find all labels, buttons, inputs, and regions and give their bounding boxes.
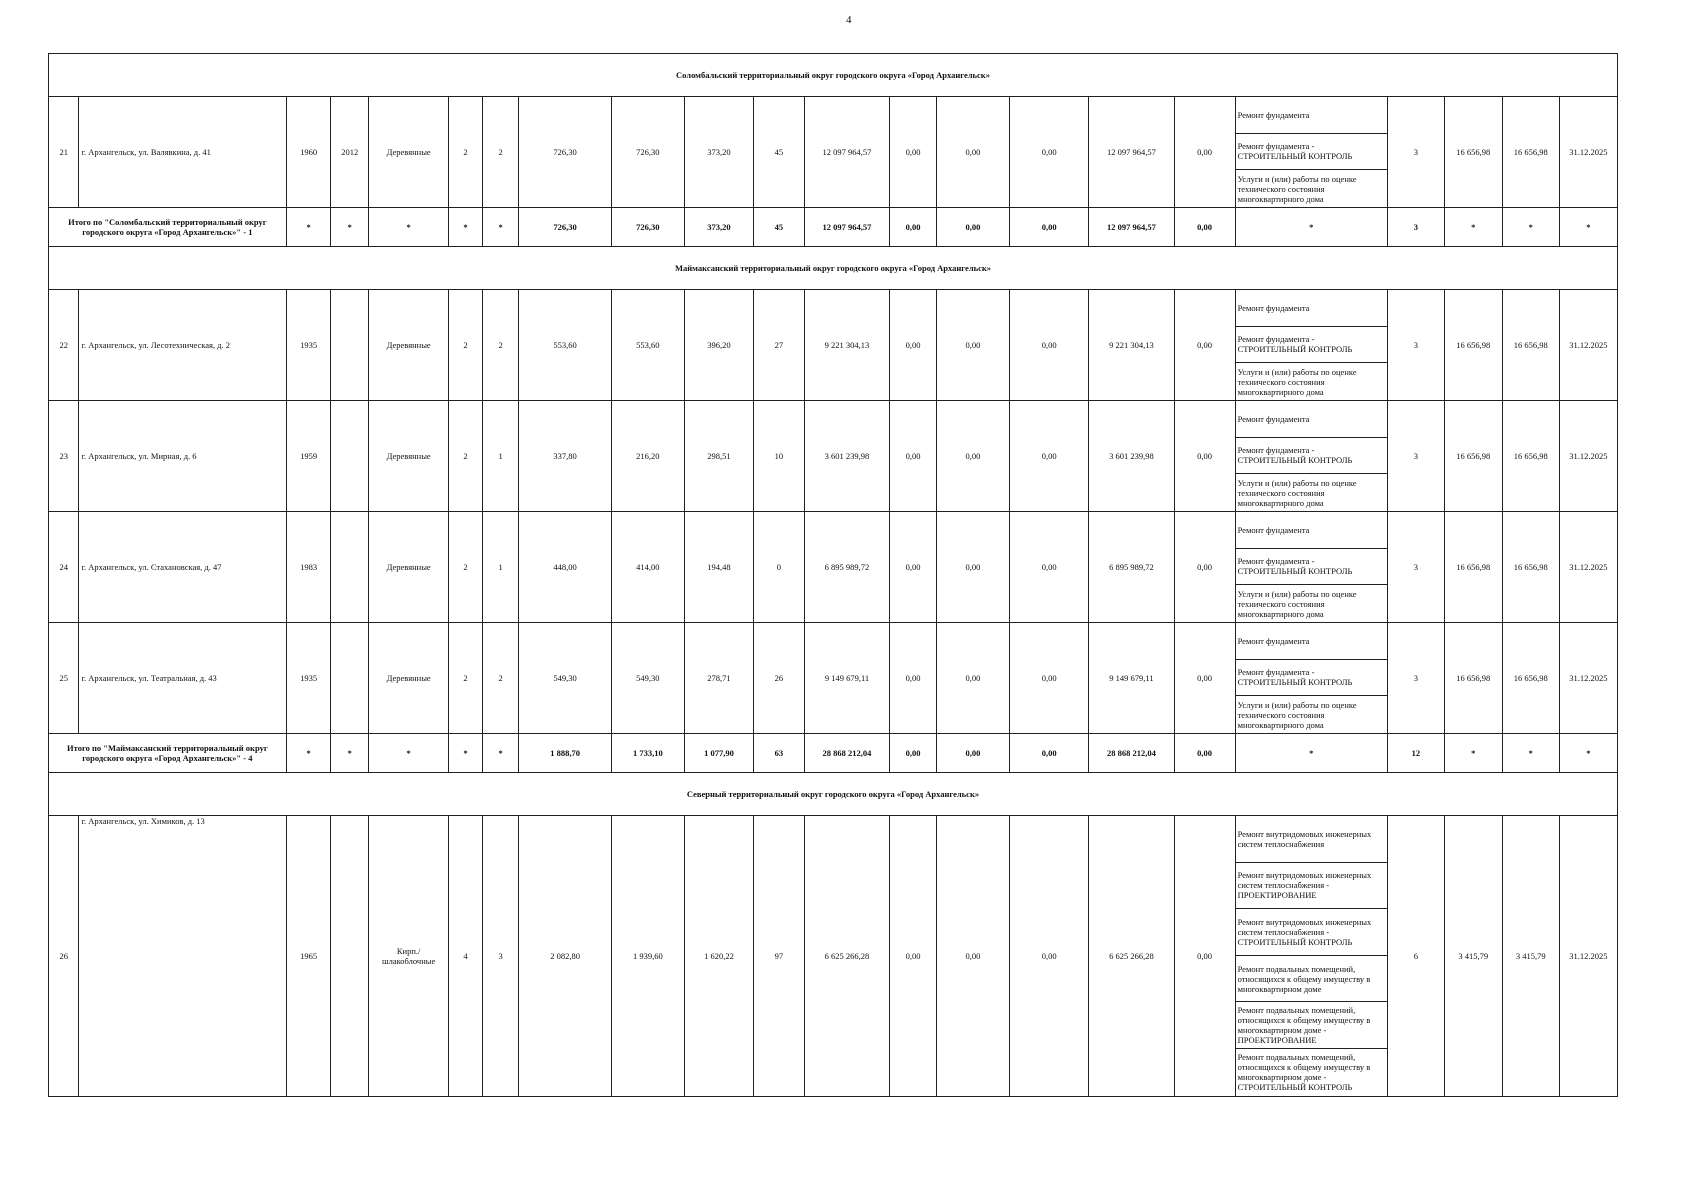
page-number: 4	[846, 14, 852, 26]
deadline-cell: 31.12.2025	[1559, 622, 1617, 733]
entrances-cell: 1	[482, 400, 519, 511]
fund-fed-cell: 0,00	[890, 97, 937, 208]
total-fund-reg-cell: 0,00	[936, 733, 1009, 772]
fund-mun-cell: 0,00	[1010, 511, 1089, 622]
total-works-cell: *	[1235, 207, 1387, 246]
unit-cost-cell: 16 656,98	[1444, 622, 1502, 733]
work-item: Ремонт подвальных помещений, относящихся к общему имуществу в многоквартирном доме - ПРОЕКТИРОВАНИЕ	[1236, 1002, 1387, 1049]
fund-reg-cell: 0,00	[936, 289, 1009, 400]
area-res-cell: 216,20	[611, 400, 684, 511]
residents-cell: 26	[754, 622, 805, 733]
deadline-cell: 31.12.2025	[1559, 400, 1617, 511]
limit-cost-cell: 3 415,79	[1502, 815, 1559, 1096]
area-own-cell: 298,51	[684, 400, 753, 511]
total-works-count-cell: 12	[1387, 733, 1444, 772]
fund-other-cell: 0,00	[1174, 400, 1235, 511]
year-reno-cell	[331, 511, 369, 622]
area-total-cell: 448,00	[519, 511, 611, 622]
year-reno-cell: 2012	[331, 97, 369, 208]
total-fund-mun-cell: 0,00	[1010, 207, 1089, 246]
row-number: 24	[49, 511, 79, 622]
floors-cell: 4	[449, 815, 483, 1096]
total-c5-cell: *	[482, 207, 519, 246]
total-fund-fed-cell: 0,00	[890, 733, 937, 772]
work-item: Ремонт фундамента	[1236, 290, 1387, 327]
address-cell: г. Архангельск, ул. Стахановская, д. 47	[79, 511, 286, 622]
row-number: 21	[49, 97, 79, 208]
cost-total-cell: 9 149 679,11	[804, 622, 889, 733]
fund-other-cell: 0,00	[1174, 97, 1235, 208]
address-cell: г. Архангельск, ул. Валявкина, д. 41	[79, 97, 286, 208]
works-cell	[1235, 622, 1387, 733]
fund-owner-cell: 9 221 304,13	[1089, 289, 1174, 400]
unit-cost-cell: 16 656,98	[1444, 289, 1502, 400]
total-c3-cell: *	[369, 733, 449, 772]
work-item: Ремонт фундамента - СТРОИТЕЛЬНЫЙ КОНТРОЛЬ	[1236, 660, 1387, 697]
fund-fed-cell: 0,00	[890, 511, 937, 622]
floors-cell: 2	[449, 400, 483, 511]
works-count-cell: 3	[1387, 511, 1444, 622]
entrances-cell: 1	[482, 511, 519, 622]
works-cell	[1235, 400, 1387, 511]
section-title: Соломбальский территориальный округ городского округа «Город Архангельск»	[49, 54, 1618, 97]
year-built-cell: 1935	[286, 622, 331, 733]
cost-total-cell: 3 601 239,98	[804, 400, 889, 511]
address-cell: г. Архангельск, ул. Мирная, д. 6	[79, 400, 286, 511]
total-area-total-cell: 1 888,70	[519, 733, 611, 772]
area-res-cell: 1 939,60	[611, 815, 684, 1096]
area-own-cell: 278,71	[684, 622, 753, 733]
total-fund-fed-cell: 0,00	[890, 207, 937, 246]
section-title: Маймаксанский территориальный округ городского округа «Город Архангельск»	[49, 246, 1618, 289]
work-item: Услуги и (или) работы по оценке технического состояния многоквартирного дома	[1237, 366, 1357, 397]
total-c1-cell: *	[286, 207, 331, 246]
work-item: Ремонт фундамента - СТРОИТЕЛЬНЫЙ КОНТРОЛЬ	[1236, 438, 1387, 475]
fund-reg-cell: 0,00	[936, 97, 1009, 208]
area-own-cell: 1 620,22	[684, 815, 753, 1096]
entrances-cell: 2	[482, 289, 519, 400]
work-item: Ремонт внутридомовых инженерных систем теплоснабжения - ПРОЕКТИРОВАНИЕ	[1236, 863, 1387, 910]
residents-cell: 45	[754, 97, 805, 208]
works-cell	[1235, 511, 1387, 622]
works-cell	[1235, 815, 1387, 1096]
total-area-res-cell: 1 733,10	[611, 733, 684, 772]
entrances-cell: 2	[482, 97, 519, 208]
work-item: Ремонт фундамента	[1236, 623, 1387, 660]
cost-total-cell: 12 097 964,57	[804, 97, 889, 208]
material-cell: Деревянные	[369, 289, 449, 400]
total-limit-cost-cell: *	[1502, 207, 1559, 246]
floors-cell: 2	[449, 289, 483, 400]
total-residents-cell: 63	[754, 733, 805, 772]
fund-other-cell: 0,00	[1174, 815, 1235, 1096]
fund-other-cell: 0,00	[1174, 622, 1235, 733]
table-row	[49, 400, 1618, 511]
area-total-cell: 549,30	[519, 622, 611, 733]
repair-program-table	[48, 53, 1618, 1097]
work-item: Ремонт фундамента - СТРОИТЕЛЬНЫЙ КОНТРОЛЬ	[1236, 549, 1387, 586]
fund-owner-cell: 9 149 679,11	[1089, 622, 1174, 733]
address-cell: г. Архангельск, ул. Лесотехническая, д. 2	[79, 289, 286, 400]
works-count-cell: 3	[1387, 289, 1444, 400]
total-c4-cell: *	[449, 733, 483, 772]
entrances-cell: 2	[482, 622, 519, 733]
fund-mun-cell: 0,00	[1010, 400, 1089, 511]
year-built-cell: 1935	[286, 289, 331, 400]
year-reno-cell	[331, 622, 369, 733]
total-area-own-cell: 373,20	[684, 207, 753, 246]
residents-cell: 0	[754, 511, 805, 622]
total-c2-cell: *	[331, 733, 369, 772]
unit-cost-cell: 3 415,79	[1444, 815, 1502, 1096]
total-deadline-cell: *	[1559, 207, 1617, 246]
material-cell: Кирп./шлакоблочные	[369, 815, 449, 1096]
address-cell: г. Архангельск, ул. Химиков, д. 13	[79, 815, 286, 1096]
fund-other-cell: 0,00	[1174, 511, 1235, 622]
total-fund-other-cell: 0,00	[1174, 207, 1235, 246]
row-number: 26	[49, 815, 79, 1096]
fund-reg-cell: 0,00	[936, 511, 1009, 622]
section-title: Северный территориальный округ городского округа «Город Архангельск»	[49, 772, 1618, 815]
total-unit-cost-cell: *	[1444, 733, 1502, 772]
floors-cell: 2	[449, 511, 483, 622]
works-cell	[1235, 97, 1387, 208]
cost-total-cell: 6 895 989,72	[804, 511, 889, 622]
fund-owner-cell: 6 625 266,28	[1089, 815, 1174, 1096]
total-area-total-cell: 726,30	[519, 207, 611, 246]
unit-cost-cell: 16 656,98	[1444, 97, 1502, 208]
fund-owner-cell: 6 895 989,72	[1089, 511, 1174, 622]
area-total-cell: 337,80	[519, 400, 611, 511]
area-total-cell: 553,60	[519, 289, 611, 400]
year-built-cell: 1965	[286, 815, 331, 1096]
total-deadline-cell: *	[1559, 733, 1617, 772]
fund-mun-cell: 0,00	[1010, 815, 1089, 1096]
table-row	[49, 815, 1618, 1096]
work-item: Услуги и (или) работы по оценке технического состояния многоквартирного дома	[1237, 699, 1357, 730]
cost-total-cell: 6 625 266,28	[804, 815, 889, 1096]
material-cell: Деревянные	[369, 400, 449, 511]
year-built-cell: 1959	[286, 400, 331, 511]
row-number: 25	[49, 622, 79, 733]
deadline-cell: 31.12.2025	[1559, 511, 1617, 622]
total-label: Итого по "Маймаксанский территориальный округ городского округа «Город Архангельск»" - 4	[49, 733, 287, 772]
work-item: Ремонт подвальных помещений, относящихся к общему имуществу в многоквартирном доме	[1236, 956, 1387, 1003]
total-c3-cell: *	[369, 207, 449, 246]
section-header-row	[49, 772, 1618, 815]
floors-cell: 2	[449, 622, 483, 733]
area-res-cell: 549,30	[611, 622, 684, 733]
fund-owner-cell: 3 601 239,98	[1089, 400, 1174, 511]
limit-cost-cell: 16 656,98	[1502, 400, 1559, 511]
deadline-cell: 31.12.2025	[1559, 289, 1617, 400]
total-unit-cost-cell: *	[1444, 207, 1502, 246]
total-cost-total-cell: 28 868 212,04	[804, 733, 889, 772]
work-item: Услуги и (или) работы по оценке технического состояния многоквартирного дома	[1237, 588, 1357, 619]
total-works-count-cell: 3	[1387, 207, 1444, 246]
work-item: Ремонт подвальных помещений, относящихся к общему имуществу в многоквартирном доме - СТРОИТЕЛЬНЫЙ КОНТРОЛЬ	[1237, 1052, 1371, 1093]
unit-cost-cell: 16 656,98	[1444, 511, 1502, 622]
works-count-cell: 3	[1387, 622, 1444, 733]
fund-mun-cell: 0,00	[1010, 289, 1089, 400]
table-row	[49, 511, 1618, 622]
work-item: Ремонт фундамента - СТРОИТЕЛЬНЫЙ КОНТРОЛЬ	[1236, 134, 1387, 171]
area-own-cell: 396,20	[684, 289, 753, 400]
year-reno-cell	[331, 289, 369, 400]
total-c1-cell: *	[286, 733, 331, 772]
limit-cost-cell: 16 656,98	[1502, 289, 1559, 400]
work-item: Ремонт фундамента - СТРОИТЕЛЬНЫЙ КОНТРОЛЬ	[1236, 327, 1387, 364]
residents-cell: 10	[754, 400, 805, 511]
entrances-cell: 3	[482, 815, 519, 1096]
total-cost-total-cell: 12 097 964,57	[804, 207, 889, 246]
area-own-cell: 194,48	[684, 511, 753, 622]
fund-fed-cell: 0,00	[890, 815, 937, 1096]
works-cell	[1235, 289, 1387, 400]
work-item: Услуги и (или) работы по оценке технического состояния многоквартирного дома	[1237, 477, 1357, 508]
fund-mun-cell: 0,00	[1010, 97, 1089, 208]
total-works-cell: *	[1235, 733, 1387, 772]
fund-reg-cell: 0,00	[936, 815, 1009, 1096]
total-fund-mun-cell: 0,00	[1010, 733, 1089, 772]
total-c2-cell: *	[331, 207, 369, 246]
section-header-row	[49, 246, 1618, 289]
total-fund-owner-cell: 12 097 964,57	[1089, 207, 1174, 246]
works-count-cell: 3	[1387, 97, 1444, 208]
material-cell: Деревянные	[369, 622, 449, 733]
row-number: 23	[49, 400, 79, 511]
works-count-cell: 6	[1387, 815, 1444, 1096]
work-item: Ремонт фундамента	[1236, 401, 1387, 438]
deadline-cell: 31.12.2025	[1559, 815, 1617, 1096]
area-total-cell: 726,30	[519, 97, 611, 208]
fund-fed-cell: 0,00	[890, 622, 937, 733]
total-c5-cell: *	[482, 733, 519, 772]
table-row	[49, 289, 1618, 400]
area-total-cell: 2 082,80	[519, 815, 611, 1096]
year-built-cell: 1983	[286, 511, 331, 622]
fund-reg-cell: 0,00	[936, 622, 1009, 733]
total-fund-owner-cell: 28 868 212,04	[1089, 733, 1174, 772]
total-row	[49, 207, 1618, 246]
table-row	[49, 622, 1618, 733]
total-area-res-cell: 726,30	[611, 207, 684, 246]
row-number: 22	[49, 289, 79, 400]
work-item: Ремонт фундамента	[1236, 97, 1387, 134]
fund-other-cell: 0,00	[1174, 289, 1235, 400]
fund-reg-cell: 0,00	[936, 400, 1009, 511]
fund-owner-cell: 12 097 964,57	[1089, 97, 1174, 208]
fund-fed-cell: 0,00	[890, 289, 937, 400]
deadline-cell: 31.12.2025	[1559, 97, 1617, 208]
total-row	[49, 733, 1618, 772]
address-cell: г. Архангельск, ул. Театральная, д. 43	[79, 622, 286, 733]
total-area-own-cell: 1 077,90	[684, 733, 753, 772]
year-built-cell: 1960	[286, 97, 331, 208]
total-c4-cell: *	[449, 207, 483, 246]
total-label: Итого по "Соломбальский территориальный округ городского округа «Город Архангельск»" - 1	[49, 207, 287, 246]
total-fund-reg-cell: 0,00	[936, 207, 1009, 246]
residents-cell: 27	[754, 289, 805, 400]
fund-mun-cell: 0,00	[1010, 622, 1089, 733]
total-residents-cell: 45	[754, 207, 805, 246]
area-own-cell: 373,20	[684, 97, 753, 208]
work-item: Ремонт внутридомовых инженерных систем теплоснабжения - СТРОИТЕЛЬНЫЙ КОНТРОЛЬ	[1236, 909, 1387, 956]
limit-cost-cell: 16 656,98	[1502, 97, 1559, 208]
table-row	[49, 97, 1618, 208]
material-cell: Деревянные	[369, 511, 449, 622]
cost-total-cell: 9 221 304,13	[804, 289, 889, 400]
fund-fed-cell: 0,00	[890, 400, 937, 511]
work-item: Ремонт внутридомовых инженерных систем теплоснабжения	[1236, 816, 1387, 863]
total-limit-cost-cell: *	[1502, 733, 1559, 772]
residents-cell: 97	[754, 815, 805, 1096]
limit-cost-cell: 16 656,98	[1502, 511, 1559, 622]
area-res-cell: 726,30	[611, 97, 684, 208]
work-item: Услуги и (или) работы по оценке технического состояния многоквартирного дома	[1237, 173, 1357, 204]
work-item: Ремонт фундамента	[1236, 512, 1387, 549]
material-cell: Деревянные	[369, 97, 449, 208]
section-header-row	[49, 54, 1618, 97]
floors-cell: 2	[449, 97, 483, 208]
works-count-cell: 3	[1387, 400, 1444, 511]
unit-cost-cell: 16 656,98	[1444, 400, 1502, 511]
limit-cost-cell: 16 656,98	[1502, 622, 1559, 733]
total-fund-other-cell: 0,00	[1174, 733, 1235, 772]
area-res-cell: 414,00	[611, 511, 684, 622]
year-reno-cell	[331, 400, 369, 511]
year-reno-cell	[331, 815, 369, 1096]
area-res-cell: 553,60	[611, 289, 684, 400]
